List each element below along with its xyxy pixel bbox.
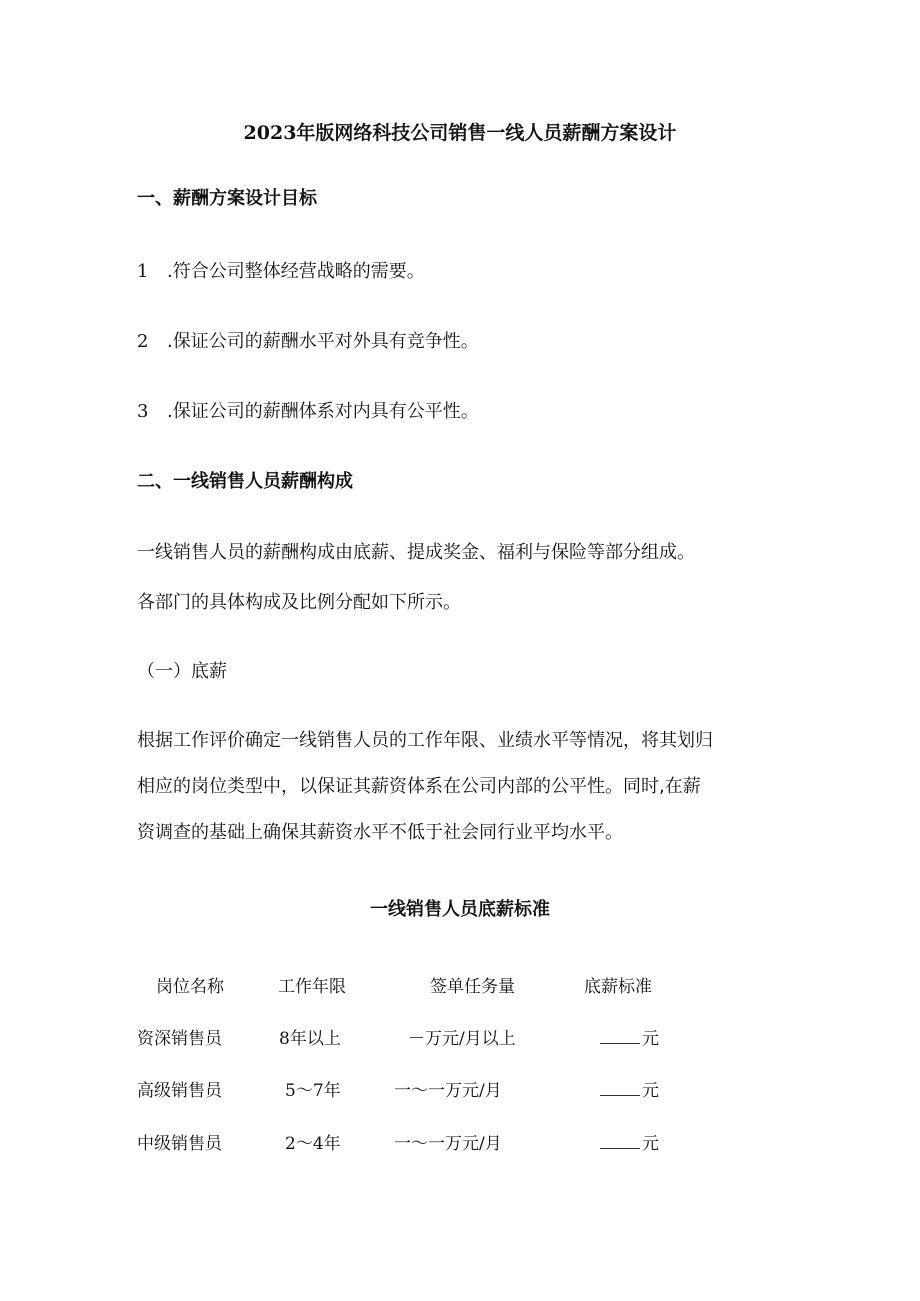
table-row-3-years: 2～4年: [285, 1134, 341, 1154]
table-row-3-quota: 一～一万元/月: [394, 1134, 502, 1154]
table-row-3-salary: [600, 1132, 659, 1156]
goal-item-1-number: 1: [137, 261, 149, 282]
table-row-1-quota: －万元/月以上: [408, 1029, 516, 1049]
document-title: 2023年版网络科技公司销售一线人员薪酬方案设计: [243, 122, 677, 144]
table-row-1-salary: [600, 1027, 659, 1051]
salary-unit: 元: [642, 1081, 659, 1101]
table-row-1-position: 资深销售员: [137, 1029, 222, 1049]
table-title: 一线销售人员底薪标准: [370, 899, 550, 920]
goal-item-2: [137, 329, 479, 355]
goal-item-1-text: .符合公司整体经营战略的需要。: [167, 261, 425, 282]
paragraph-line: 根据工作评价确定一线销售人员的工作年限、业绩水平等情况，将其划归: [137, 730, 713, 751]
salary-blank-line: [600, 1027, 640, 1044]
table-row-2-years: 5～7年: [285, 1081, 341, 1101]
goal-item-2-number: 2: [137, 331, 149, 352]
table-row-3-position: 中级销售员: [137, 1134, 222, 1154]
salary-blank-line: [600, 1132, 640, 1149]
table-row-2-salary: [600, 1079, 659, 1103]
goal-item-1: [137, 259, 425, 285]
table-row-2-position: 高级销售员: [137, 1081, 222, 1101]
composition-line-1: 一线销售人员的薪酬构成由底薪、提成奖金、福利与保险等部分组成。: [137, 542, 695, 563]
subsection-base-salary: （一）底薪: [137, 661, 227, 682]
goal-item-2-text: .保证公司的薪酬水平对外具有竞争性。: [167, 331, 479, 352]
paragraph-line: 相应的岗位类型中，以保证其薪资体系在公司内部的公平性。同时,在薪: [137, 776, 701, 797]
goal-item-3-number: 3: [137, 401, 149, 422]
table-row-1-years: 8年以上: [279, 1029, 341, 1049]
table-header-position: 岗位名称: [156, 977, 224, 997]
salary-unit: 元: [642, 1134, 659, 1154]
section2-heading: 二、一线销售人员薪酬构成: [137, 471, 353, 492]
table-header-salary: 底薪标准: [584, 977, 652, 997]
goal-item-3: [137, 399, 479, 425]
salary-unit: 元: [642, 1029, 659, 1049]
base-salary-paragraph: [137, 718, 787, 856]
table-row-2-quota: 一～一万元/月: [394, 1081, 502, 1101]
section1-heading: 一、薪酬方案设计目标: [137, 188, 317, 209]
goal-item-3-text: .保证公司的薪酬体系对内具有公平性。: [167, 401, 479, 422]
table-header-years: 工作年限: [278, 977, 346, 997]
paragraph-line: 资调查的基础上确保其薪资水平不低于社会同行业平均水平。: [137, 822, 623, 843]
composition-line-2: 各部门的具体构成及比例分配如下所示。: [137, 592, 461, 613]
salary-blank-line: [600, 1079, 640, 1096]
table-header-quota: 签单任务量: [430, 977, 515, 997]
